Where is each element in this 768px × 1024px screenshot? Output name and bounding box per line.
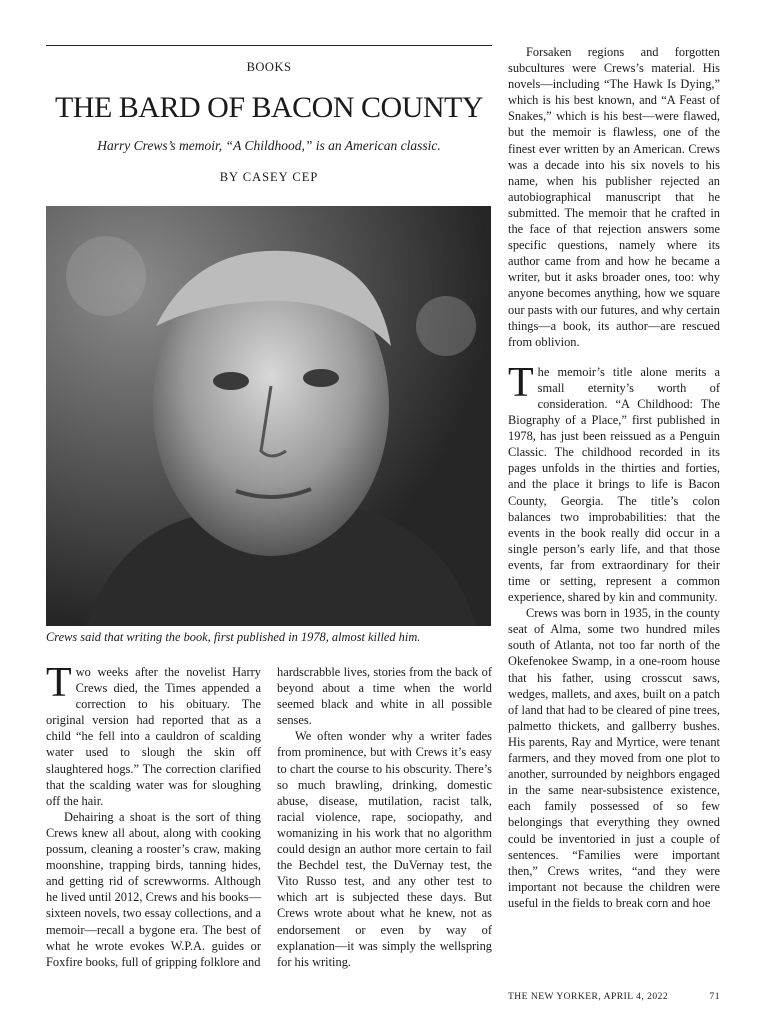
- paragraph: Crews was born in 1935, in the county seat of Alma, some two hundred miles south of Atlanta, not too far north of the Okefenokee Swamp, in a one-room house that his father, using crosscut saws, wedges, mallets, and axes, built on a patch of land that had to be cleared of pine trees, palmetto thickets, and gallberry bushes. His parents, Ray and Myrtice, were tenant farmers, and they moved from one plot to another, surrounded by neighbors engaged in the same near-subsistence existence, each family possessed of so few belongings that everything they owned could be inventoried in just a couple of sentences. “Families were important then,” Crews writes, “and they were important not because the children were useful in the fields to break corn and hoe: [508, 606, 720, 910]
- photo-caption: Crews said that writing the book, first published in 1978, almost killed him.: [46, 630, 421, 644]
- section-label: BOOKS: [246, 60, 292, 74]
- top-rule: [46, 45, 492, 46]
- author-portrait-photo: [46, 206, 491, 626]
- page-number: 71: [709, 992, 720, 1002]
- column-2: [277, 664, 492, 970]
- headline: THE BARD OF BACON COUNTY: [54, 91, 484, 124]
- byline: BY CASEY CEP: [219, 170, 319, 184]
- paragraph: Forsaken regions and forgotten subcultures were Crews’s material. His novels—including “The Hawk Is Dying,” which is his best known, and “A Feast of Snakes,” which is his best—were flawed, but the memoir is flawless, one of the finest ever written by an American. Crews was a decade into his six novels to his name, when his publisher rejected an autobiographical manuscript that he submitted. The memoir that he crafted in the face of that rejection answers some specific questions, namely where its author came from and how he became a writer, but it asks broader ones, too: why anyone becomes anything, how we square our pasts with our futures, and why certain things—a book, its author—are rescued from oblivion.: [508, 45, 720, 349]
- magazine-issue: THE NEW YORKER, APRIL 4, 2022: [508, 992, 669, 1002]
- paragraph: hardscrabble lives, stories from the back of beyond about a time when the world seemed black and white in all possible senses.: [277, 665, 492, 728]
- paragraph: The memoir’s title alone merits a small eternity’s worth of consideration. “A Childhood: The Biography of a Place,” first published in 1978, has just been reissued as a Penguin Classic. The childhood recorded in its pages unfolds in the thirties and forties, and the place it brings to life is Bacon County, Georgia. The title’s colon balances two improbabilities: that the events in the book really did occur in a single person’s early life, and that those events, far from extraordinary for their time or setting, represent a common experience, shared by kin and community.: [508, 359, 720, 605]
- paragraph: We often wonder why a writer fades from prominence, but with Crews it’s easy to chart the course to his obscurity. There’s so much brawling, drinking, domestic abuse, disease, mutilation, racist talk, racial violence, rape, sociopathy, and womanizing in his work that no algorithm could design an author more certain to fail the Bechdel test, the DuVernay test, the Vito Russo test, and any other test to which art is subjected these days. But Crews wrote about what he knew, not as endorsement or even by way of explanation—it was simply the wellspring for his writing.: [277, 729, 492, 969]
- page-footer: [508, 992, 720, 1002]
- column-1: [46, 660, 261, 970]
- drop-cap: T: [508, 359, 534, 406]
- dek: Harry Crews’s memoir, “A Childhood,” is an American classic.: [97, 138, 441, 153]
- portrait-illustration: [46, 206, 491, 626]
- paragraph: Two weeks after the novelist Harry Crews died, the Times appended a correction to his obituary. The original version had reported that as a child “he fell into a cauldron of scalding water used to slough the skin off slaughtered hogs.” The correction clarified that the scalding water was for sloughing off the hair.: [46, 660, 261, 808]
- paragraph: Dehairing a shoat is the sort of thing Crews knew all about, along with cooking possum, cleaning a rooster’s craw, making moonshine, trapping birds, tanning hides, and getting rid of screwworms. Although he lived until 2012, Crews and his books—sixteen novels, two essay collections, and a memoir—recall a bygone era. The best of what he wrote evokes W.P.A. guides or Foxfire books, full of gripping folklore and: [46, 809, 261, 969]
- column-3: [508, 44, 720, 911]
- drop-cap: T: [46, 660, 72, 706]
